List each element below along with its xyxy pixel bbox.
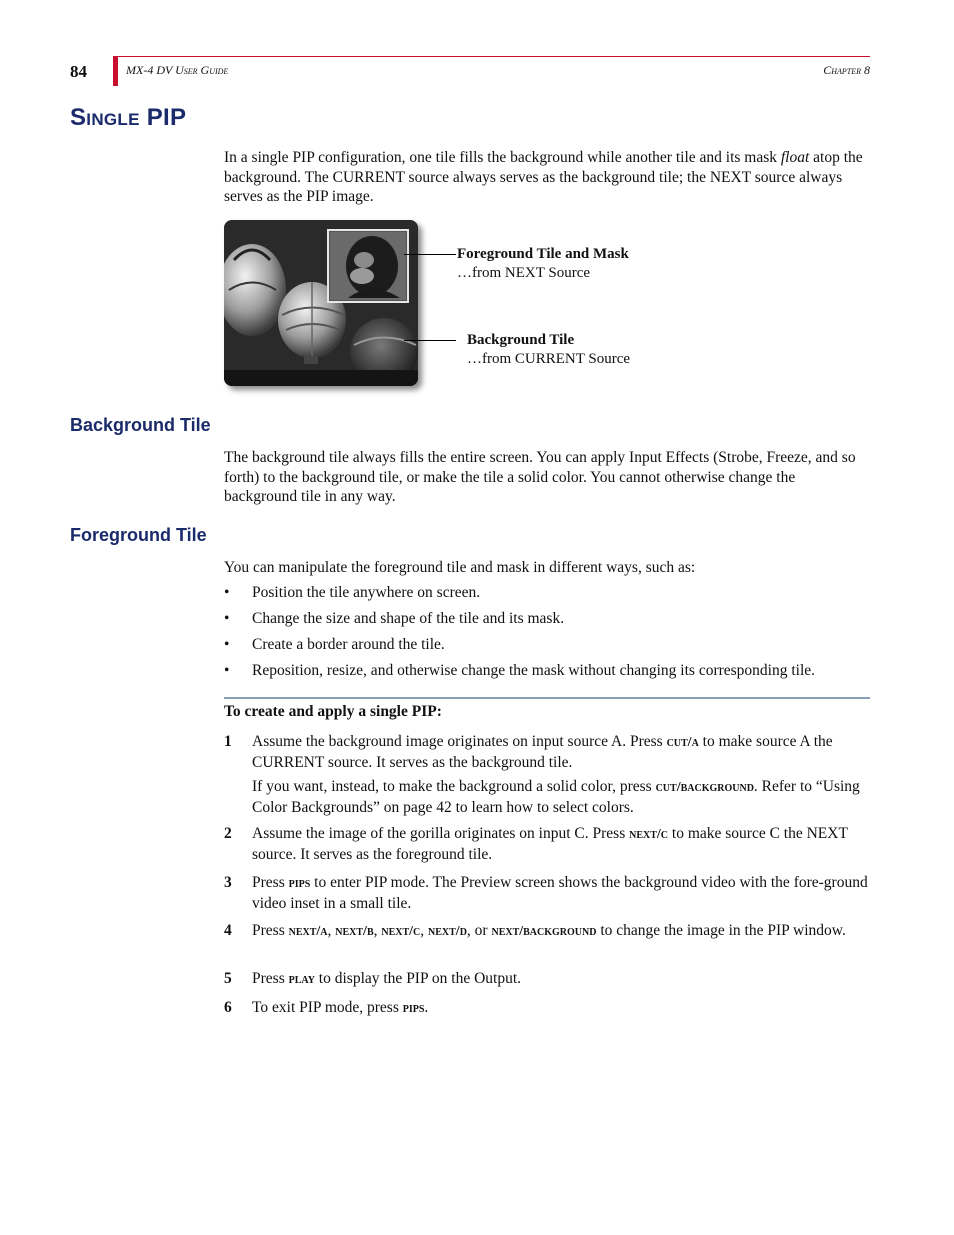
intro-text-2: atop the background. The CURRENT source always serves as the background tile; the NEXT source always serves as the PIP image. (224, 149, 863, 205)
step-text-part: to make source A the CURRENT source. It serves as the background tile. (252, 733, 833, 771)
bullet-text: Create a border around the tile. (252, 636, 445, 653)
step-text-part: Press (252, 970, 289, 987)
key-label: next/c (381, 924, 421, 939)
step-text-part: To exit PIP mode, press (252, 999, 403, 1016)
step-text-part: . Refer to “Using Color Backgrounds” on page 42 to learn how to select colors. (252, 778, 860, 816)
step-text-part: to display the PIP on the Output. (314, 970, 522, 987)
header-accent-bar (113, 56, 118, 86)
key-label: play (288, 972, 315, 987)
callout-foreground (457, 245, 629, 283)
callout-background (467, 331, 630, 369)
background-tile-paragraph: The background tile always fills the entire screen. You can apply Input Effects (Strobe, Freeze, and so forth) to the background tile, or make the tile a solid color. You cannot otherwise change the background tile in any way. (224, 449, 856, 505)
step-text-part: to make source C the NEXT source. It serves as the foreground tile. (252, 825, 848, 863)
step-text-part: , (373, 922, 382, 939)
callout-leader-foreground (404, 254, 456, 255)
key-label: next/background (491, 924, 597, 939)
step-text-part: If you want, instead, to make the background a solid color, press (252, 778, 656, 795)
key-label: cut/a (666, 735, 699, 750)
step-text (252, 921, 870, 942)
step-text (252, 998, 870, 1019)
step-number: 5 (224, 970, 232, 987)
step-number: 1 (224, 733, 232, 750)
step-number: 3 (224, 874, 232, 891)
step-text (252, 969, 870, 990)
callout-background-title: Background Tile (467, 332, 575, 348)
callout-foreground-source: …from NEXT Source (457, 265, 591, 281)
step-text-part: to change the image in the PIP window. (596, 922, 846, 939)
step-text-part: Assume the image of the gorilla originates on input C. Press (252, 825, 630, 842)
callout-background-source: …from CURRENT Source (467, 351, 631, 367)
key-label: next/b (335, 924, 374, 939)
bullet-marker: • (224, 610, 230, 627)
key-label: next/c (629, 827, 669, 842)
bullet-marker: • (224, 584, 230, 601)
header-rule (118, 56, 870, 57)
step-number: 6 (224, 999, 232, 1016)
step-text-part: . (424, 999, 429, 1016)
intro-paragraph (224, 148, 870, 207)
pip-figure (224, 220, 424, 392)
step-text-part: , or (466, 922, 492, 939)
foreground-tile-heading: Foreground Tile (70, 525, 207, 545)
bullet-marker: • (224, 636, 230, 653)
header-guide-title: MX-4 DV User Guide (126, 63, 229, 77)
step-text (252, 732, 870, 817)
procedure-step-1 (224, 732, 870, 822)
bullet-text: Change the size and shape of the tile and its mask. (252, 610, 565, 627)
key-label: next/a (288, 924, 328, 939)
key-label: next/d (428, 924, 467, 939)
procedure-title: To create and apply a single PIP: (224, 703, 442, 720)
step-text-part: Assume the background image originates on input source A. Press (252, 733, 667, 750)
procedure-rule (224, 697, 870, 699)
callout-foreground-title: Foreground Tile and Mask (457, 246, 629, 262)
foreground-tile-inset (328, 230, 408, 302)
step-number: 2 (224, 825, 232, 842)
intro-text-1: In a single PIP configuration, one tile fills the background while another tile and its mask (224, 149, 781, 166)
key-label: cut/background (655, 780, 754, 795)
bullet-text: Position the tile anywhere on screen. (252, 584, 481, 601)
bullet-text: Reposition, resize, and otherwise change the mask without changing its corresponding tile. (252, 662, 816, 679)
step-text-part: , (327, 922, 336, 939)
key-label: pips (402, 1001, 425, 1016)
header-chapter: Chapter 8 (823, 63, 870, 77)
step-subparagraph (252, 777, 870, 817)
step-number: 4 (224, 922, 232, 939)
background-tile-heading: Background Tile (70, 415, 211, 435)
step-text (252, 873, 870, 913)
step-text (252, 824, 870, 864)
step-text-part: , (420, 922, 429, 939)
pip-illustration (224, 220, 418, 386)
pip-image-frame (224, 220, 418, 386)
section-title: Single PIP (70, 104, 187, 131)
step-text-part: to enter PIP mode. The Preview screen shows the background video with the fore-ground video inset in a small tile. (252, 874, 868, 912)
key-label: pips (288, 876, 311, 891)
bullet-marker: • (224, 662, 230, 679)
callout-leader-background (404, 340, 456, 341)
intro-emphasis: float (780, 149, 810, 166)
step-text-part: Press (252, 874, 289, 891)
page-number: 84 (70, 62, 87, 81)
step-text-part: Press (252, 922, 289, 939)
foreground-tile-intro: You can manipulate the foreground tile and mask in different ways, such as: (224, 559, 696, 576)
